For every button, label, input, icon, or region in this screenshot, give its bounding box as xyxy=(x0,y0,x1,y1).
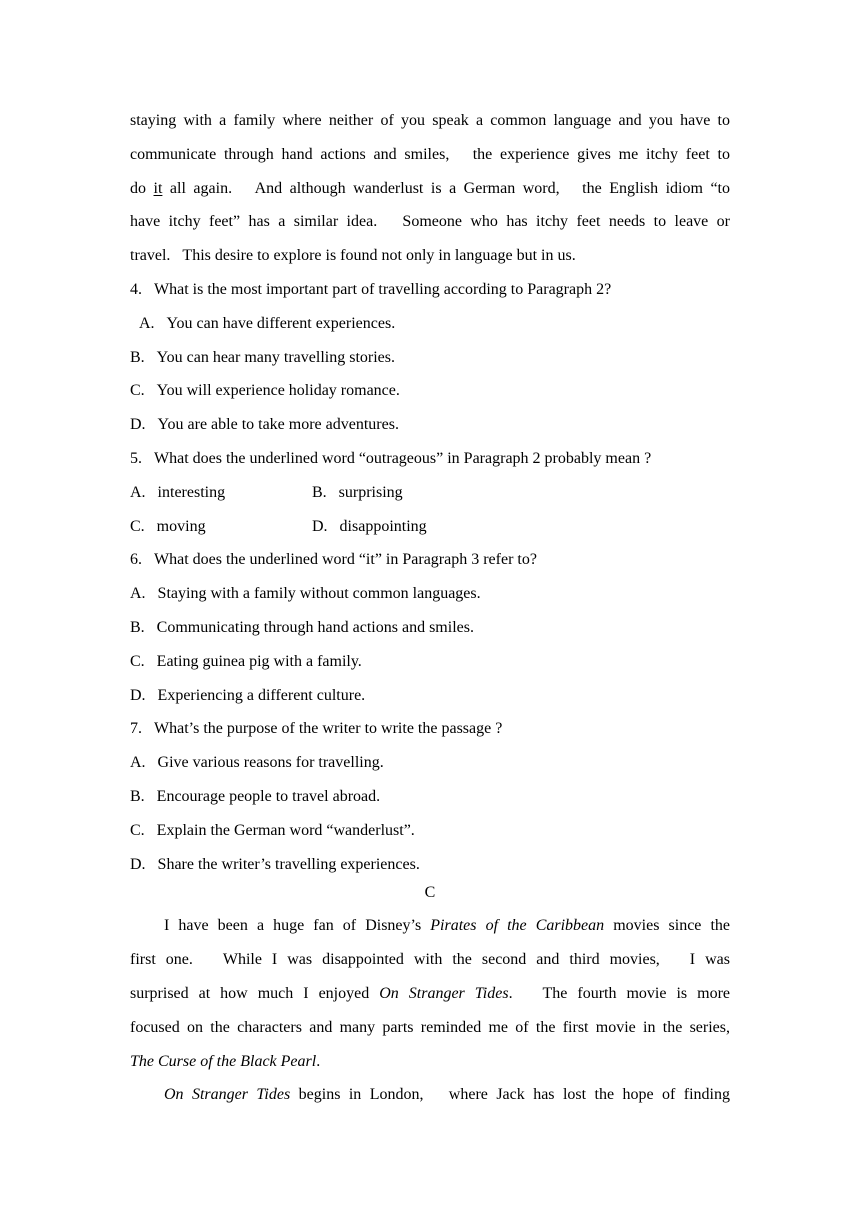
text-line xyxy=(130,909,730,943)
option-row xyxy=(130,476,730,510)
option-a: A. Staying with a family without common languages. xyxy=(130,585,481,603)
movie-title: On Stranger Tides xyxy=(379,984,509,1002)
paragraph-3-continued xyxy=(130,104,730,273)
document-page xyxy=(130,104,730,1112)
option-b: B. You can hear many travelling stories. xyxy=(130,348,395,366)
option-c: C. Explain the German word “wanderlust”. xyxy=(130,821,415,839)
question-7 xyxy=(130,712,730,881)
text-line xyxy=(130,1045,730,1079)
option-c: C. moving xyxy=(130,517,206,535)
option-a: A. You can have different experiences. xyxy=(139,314,396,332)
section-c-paragraph-2 xyxy=(130,1078,730,1112)
option-a: A. interesting xyxy=(130,483,226,501)
text-line: communicate through hand actions and smiles, the experience gives me itchy feet to xyxy=(130,145,730,163)
option-d: D. Experiencing a different culture. xyxy=(130,686,366,704)
section-heading-c: C xyxy=(424,884,436,902)
question-4 xyxy=(130,273,730,442)
text-run: . The fourth movie is more xyxy=(508,984,730,1002)
question-5 xyxy=(130,442,730,543)
section-c-paragraph-1 xyxy=(130,909,730,1078)
option-d: D. You are able to take more adventures. xyxy=(130,416,399,434)
text-run: begins in London, where Jack has lost the hope of finding xyxy=(290,1086,730,1104)
option-a: A. Give various reasons for travelling. xyxy=(130,754,384,772)
movie-title: Pirates of the Caribbean xyxy=(430,917,605,935)
option-b: B. surprising xyxy=(312,483,403,501)
text-line: first one. While I was disappointed with the second and third movies, I was xyxy=(130,951,730,969)
text-run: do xyxy=(130,179,154,197)
movie-title: On Stranger Tides xyxy=(164,1086,291,1104)
option-c: C. You will experience holiday romance. xyxy=(130,382,400,400)
text-line: focused on the characters and many parts reminded me of the first movie in the series, xyxy=(130,1018,730,1036)
option-d: D. disappointing xyxy=(312,517,427,535)
text-line: staying with a family where neither of you speak a common language and you have to xyxy=(130,112,730,129)
text-line: travel. This desire to explore is found not only in language but in us. xyxy=(130,247,576,265)
text-run: I have been a huge fan of Disney’s xyxy=(164,917,431,935)
option-row xyxy=(130,510,730,544)
option-b: B. Communicating through hand actions and smiles. xyxy=(130,618,474,636)
text-run: all again. And although wanderlust is a German word, the English idiom “to xyxy=(162,179,730,197)
question-stem: 5. What does the underlined word “outrageous” in Paragraph 2 probably mean ? xyxy=(130,449,652,467)
question-stem: 6. What does the underlined word “it” in Paragraph 3 refer to? xyxy=(130,551,537,569)
movie-title: The Curse of the Black Pearl xyxy=(130,1052,317,1070)
text-line xyxy=(130,1078,730,1112)
text-line xyxy=(130,172,730,206)
option-b: B. Encourage people to travel abroad. xyxy=(130,787,381,805)
option-d: D. Share the writer’s travelling experiences. xyxy=(130,855,420,873)
option-c: C. Eating guinea pig with a family. xyxy=(130,652,362,670)
text-run: . xyxy=(316,1052,321,1070)
text-run: surprised at how much I enjoyed xyxy=(130,984,380,1002)
text-run: movies since the xyxy=(604,917,730,935)
question-stem: 7. What’s the purpose of the writer to write the passage ? xyxy=(130,720,503,738)
underlined-word-it: it xyxy=(153,179,163,197)
question-stem: 4. What is the most important part of travelling according to Paragraph 2? xyxy=(130,280,612,298)
text-line: have itchy feet” has a similar idea. Someone who has itchy feet needs to leave or xyxy=(130,213,730,231)
question-6 xyxy=(130,543,730,712)
text-line xyxy=(130,977,730,1011)
